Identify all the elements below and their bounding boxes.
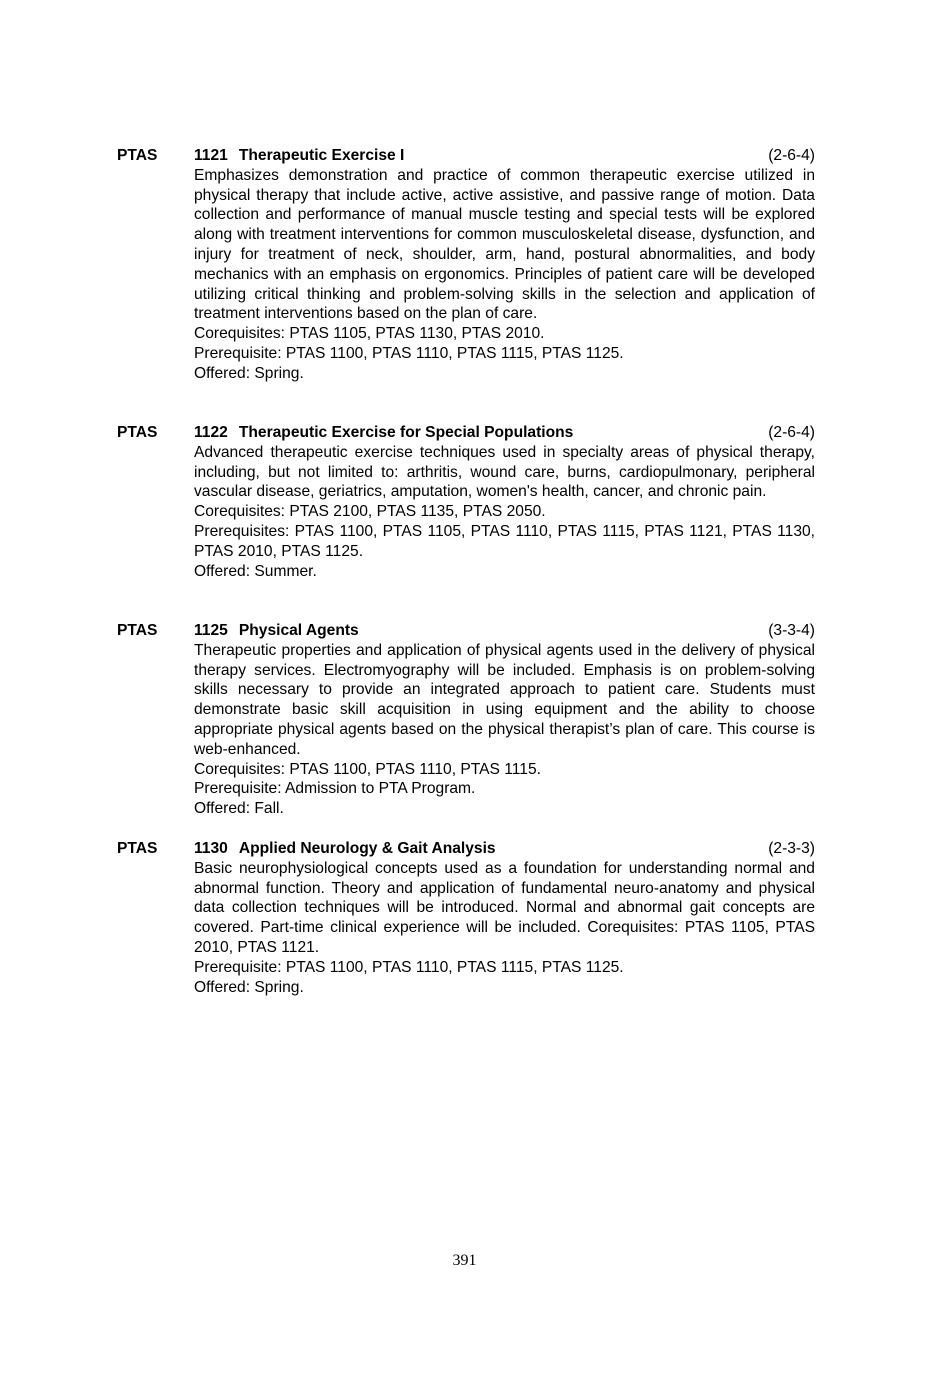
course-title: Applied Neurology & Gait Analysis	[238, 840, 496, 857]
course-header	[117, 621, 815, 641]
course-body	[194, 166, 815, 384]
course-corequisites: Corequisites: PTAS 2100, PTAS 1135, PTAS 2050.	[194, 503, 546, 521]
course-title-line	[194, 621, 359, 641]
course-corequisites: Corequisites: PTAS 1100, PTAS 1110, PTAS 1115.	[194, 760, 541, 778]
course-offered: Offered: Spring.	[194, 978, 304, 996]
course-title: Physical Agents	[238, 622, 359, 639]
course-credits: (3-3-4)	[768, 622, 815, 639]
course-description: Basic neurophysiological concepts used as a foundation for understanding normal and abnormal function. Theory and application of fundamental neuro-anatomy and physical data collection techniques will be introduced. Normal and abnormal gait concepts are covered. Part-time clinical experience will be included. Corequisites: PTAS 1105, PTAS 2010, PTAS 1121.	[194, 859, 815, 956]
course-prerequisites: Prerequisites: PTAS 1100, PTAS 1105, PTAS 1110, PTAS 1115, PTAS 1121, PTAS 1130, PTAS 2010, PTAS 1125.	[194, 522, 815, 560]
course-entry-1130	[117, 839, 815, 997]
course-entry-1122	[117, 423, 815, 581]
course-dept: PTAS	[117, 424, 158, 441]
course-prerequisites: Prerequisite: PTAS 1100, PTAS 1110, PTAS 1115, PTAS 1125.	[194, 958, 624, 976]
course-description: Therapeutic properties and application of physical agents used in the delivery of physical therapy services. Electromyography will be included. Emphasis is on problem-solving skills necessary to provide an integrated approach to patient care. Students must demonstrate basic skill acquisition in using equipment and the ability to choose appropriate physical agents based on the physical therapist’s plan of care. This course is web-enhanced.	[194, 641, 815, 758]
course-title-line	[194, 839, 496, 859]
course-title: Therapeutic Exercise for Special Populations	[238, 424, 574, 441]
course-header	[117, 423, 815, 443]
course-body	[194, 443, 815, 582]
course-offered: Offered: Fall.	[194, 800, 284, 818]
course-credits: (2-6-4)	[768, 147, 815, 164]
course-offered: Offered: Summer.	[194, 562, 317, 580]
course-header	[117, 146, 815, 166]
course-description: Advanced therapeutic exercise techniques used in specialty areas of physical therapy, including, but not limited to: arthritis, wound care, burns, cardiopulmonary, peripheral vascular disease, geriatrics, amputation, women's health, cancer, and chronic pain.	[194, 443, 815, 501]
course-dept: PTAS	[117, 840, 158, 857]
course-prerequisites: Prerequisite: Admission to PTA Program.	[194, 780, 476, 798]
course-title: Therapeutic Exercise I	[238, 147, 405, 164]
course-credits: (2-6-4)	[768, 424, 815, 441]
page-number: 391	[452, 1252, 477, 1269]
course-body	[194, 859, 815, 998]
course-credits: (2-3-3)	[768, 840, 815, 857]
course-header	[117, 839, 815, 859]
course-number: 1121	[194, 147, 228, 164]
course-number: 1122	[194, 424, 228, 441]
course-number: 1130	[194, 840, 228, 857]
course-entry-1121	[117, 146, 815, 384]
course-prerequisites: Prerequisite: PTAS 1100, PTAS 1110, PTAS 1115, PTAS 1125.	[194, 344, 624, 362]
course-dept: PTAS	[117, 622, 158, 639]
course-number: 1125	[194, 622, 228, 639]
course-body	[194, 641, 815, 819]
course-entry-1125	[117, 621, 815, 819]
course-title-line	[194, 146, 404, 166]
course-dept: PTAS	[117, 147, 158, 164]
course-description: Emphasizes demonstration and practice of common therapeutic exercise utilized in physical therapy that include active, active assistive, and passive range of motion. Data collection and performance of manual muscle testing and special tests will be explored along with treatment interventions for common musculoskeletal disease, dysfunction, and injury for treatment of neck, shoulder, arm, hand, postural abnormalities, and body mechanics with an emphasis on ergonomics. Principles of patient care will be developed utilizing critical thinking and problem-solving skills in the selection and application of treatment interventions based on the plan of care.	[194, 166, 815, 323]
course-offered: Offered: Spring.	[194, 364, 304, 382]
course-title-line	[194, 423, 573, 443]
course-corequisites: Corequisites: PTAS 1105, PTAS 1130, PTAS 2010.	[194, 325, 545, 343]
